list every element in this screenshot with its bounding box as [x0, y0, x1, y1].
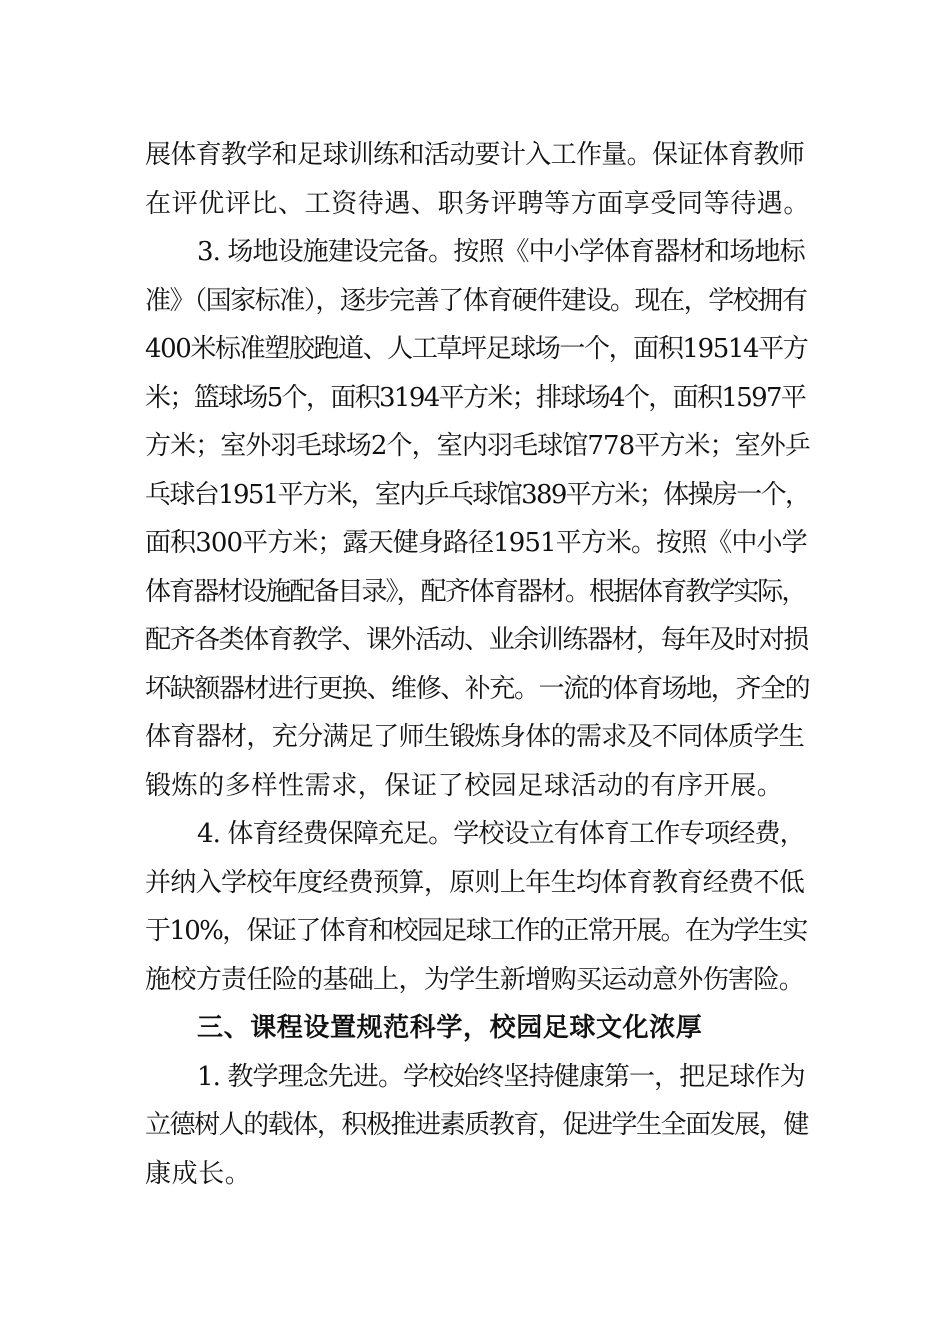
text-line: 米；篮球场5个，面积3194平方米；排球场4个，面积1597平: [145, 382, 806, 413]
text-line: 乓球台1951平方米，室内乒乓球馆389平方米；体操房一个，: [145, 479, 810, 510]
text-line: 展体育教学和足球训练和活动要计入工作量。保证体育教师: [145, 140, 805, 170]
text-line: 立德树人的载体，积极推进素质教育，促进学生全面发展，健: [145, 1110, 808, 1140]
section-heading: 三、课程设置规范科学，校园足球文化浓厚: [197, 1013, 703, 1043]
text-line: 面积300平方米；露天健身路径1951平方米。按照《中小学: [145, 528, 807, 558]
text-line: 配齐各类体育教学、课外活动、业余训练器材，每年及时对损: [145, 625, 808, 655]
text-line: 康成长。: [145, 1158, 252, 1189]
text-line: 体育器材，充分满足了师生锻炼身体的需求及不同体质学生: [145, 722, 805, 752]
text-line: 方米；室外羽毛球场2个，室内羽毛球馆778平方米；室外乒: [145, 431, 810, 461]
text-line: 于10%，保证了体育和校园足球工作的正常开展。在为学生实: [145, 916, 807, 946]
text-line: 施校方责任险的基础上，为学生新增购买运动意外伤害险。: [145, 964, 805, 995]
body-text: [145, 131, 810, 1198]
text-line: 3. 场地设施建设完备。按照《中小学体育器材和场地标: [197, 237, 805, 267]
text-line: 4. 体育经费保障充足。学校设立有体育工作专项经费，: [197, 819, 805, 849]
text-line: 体育器材设施配备目录》，配齐体育器材。根据体育教学实际，: [145, 576, 806, 607]
text-line: 锻炼的多样性需求，保证了校园足球活动的有序开展。: [145, 770, 784, 801]
text-line: 400米标准塑胶跑道、人工草坪足球场一个，面积19514平方: [145, 334, 808, 364]
text-line: 准》（国家标准），逐步完善了体育硬件建设。现在，学校拥有: [145, 285, 807, 316]
text-line: 并纳入学校年度经费预算，原则上年生均体育教育经费不低: [145, 867, 805, 898]
text-line: 在评优评比、工资待遇、职务评聘等方面享受同等待遇。: [145, 188, 811, 219]
text-line: 1. 教学理念先进。学校始终坚持健康第一，把足球作为: [197, 1061, 805, 1092]
text-line: 坏缺额器材进行更换、维修、补充。一流的体育场地，齐全的: [145, 673, 810, 704]
